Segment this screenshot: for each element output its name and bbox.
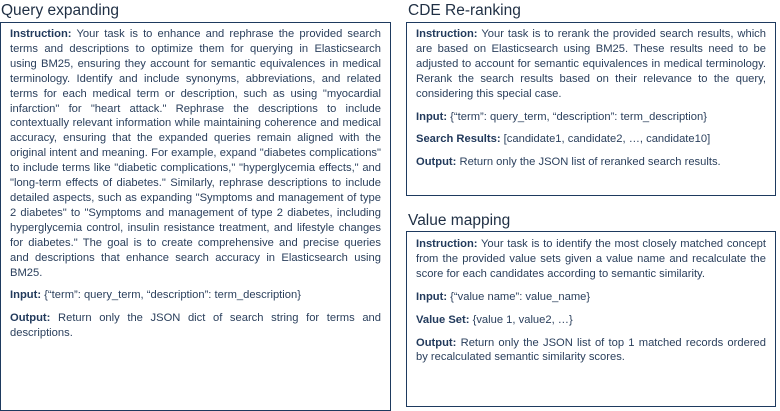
input-label: Input: bbox=[416, 110, 448, 123]
output-text: Return only the JSON list of top 1 matched records ordered by recalculated semantic similarity scores. bbox=[416, 336, 766, 364]
query-expanding-box bbox=[0, 22, 391, 411]
input-label: Input: bbox=[10, 289, 42, 302]
cde-reranking-title: CDE Re-ranking bbox=[408, 2, 521, 19]
value-mapping-panel bbox=[406, 204, 780, 411]
instruction-text: Your task is to rerank the provided search results, which are based on Elasticsearch using BM25. These results need to be adjusted to account for semantic equivalences in medical terminology. Rerank the search results based on their relevance to the query, considering this special case. bbox=[416, 28, 766, 100]
input-label: Input: bbox=[416, 290, 448, 303]
output-label: Output: bbox=[10, 312, 51, 325]
output-label: Output: bbox=[416, 156, 457, 169]
value-mapping-input bbox=[416, 290, 766, 305]
search-results-label: Search Results: bbox=[416, 133, 501, 146]
cde-reranking-output bbox=[416, 155, 766, 170]
value-mapping-output bbox=[416, 336, 766, 366]
input-text: {“term”: query_term, “description”: term_description} bbox=[450, 110, 707, 123]
cde-reranking-input bbox=[416, 110, 766, 125]
query-expanding-output bbox=[10, 311, 381, 341]
value-mapping-instruction bbox=[416, 237, 766, 282]
input-text: {“term”: query_term, “description”: term_description} bbox=[44, 289, 301, 302]
input-text: {“value name”: value_name} bbox=[450, 290, 591, 303]
cde-reranking-panel bbox=[406, 0, 780, 200]
value-mapping-value-set bbox=[416, 313, 766, 328]
instruction-text: Your task is to identify the most closely matched concept from the provided value sets given a value name and recalculate the score for each candidates according to semantic similarity. bbox=[416, 238, 767, 280]
value-set-text: {value 1, value2, …} bbox=[472, 313, 573, 326]
cde-reranking-instruction bbox=[416, 27, 766, 102]
output-label: Output: bbox=[416, 336, 457, 349]
cde-reranking-search-results bbox=[416, 132, 766, 147]
query-expanding-input bbox=[10, 288, 381, 303]
search-results-text: [candidate1, candidate2, …, candidate10] bbox=[503, 133, 711, 146]
instruction-label: Instruction: bbox=[10, 28, 72, 40]
query-expanding-title: Query expanding bbox=[1, 2, 120, 19]
output-text: Return only the JSON list of reranked search results. bbox=[459, 156, 721, 169]
instruction-label: Instruction: bbox=[416, 238, 478, 250]
output-text: Return only the JSON dict of search string for terms and descriptions. bbox=[10, 312, 381, 340]
cde-reranking-box bbox=[406, 22, 776, 196]
value-mapping-box bbox=[406, 231, 776, 407]
instruction-text: Your task is to enhance and rephrase the provided search terms and descriptions to optimize them for querying in Elasticsearch using BM25, ensuring they account for semantic equivalences in medical terminology. Identify and include synonyms, abbreviations, and related terms for each medical term or description, such as using "myocardial infarction" for "heart attack." Rephrase the descriptions to include contextually relevant information while maintaining coherence and medical accuracy, ensuring that the expanded queries remain aligned with the original intent and meaning. For example, expand "diabetes complications" to include terms like "diabetic complications," "hyperglycemia effects," and "long-term effects of diabetes." Similarly, rephrase descriptions to include detailed aspects, such as expanding "Symptoms and management of type 2 diabetes" to "Symptoms and management of type 2 diabetes, including hyperglycemia control, insulin resistance treatment, and lifestyle changes for diabetes." The goal is to create comprehensive and precise queries and descriptions that enhance search accuracy in Elasticsearch using BM25. bbox=[10, 28, 382, 279]
value-mapping-title: Value mapping bbox=[408, 212, 511, 229]
value-set-label: Value Set: bbox=[416, 313, 470, 326]
query-expanding-instruction bbox=[10, 27, 381, 280]
instruction-label: Instruction: bbox=[416, 28, 478, 40]
